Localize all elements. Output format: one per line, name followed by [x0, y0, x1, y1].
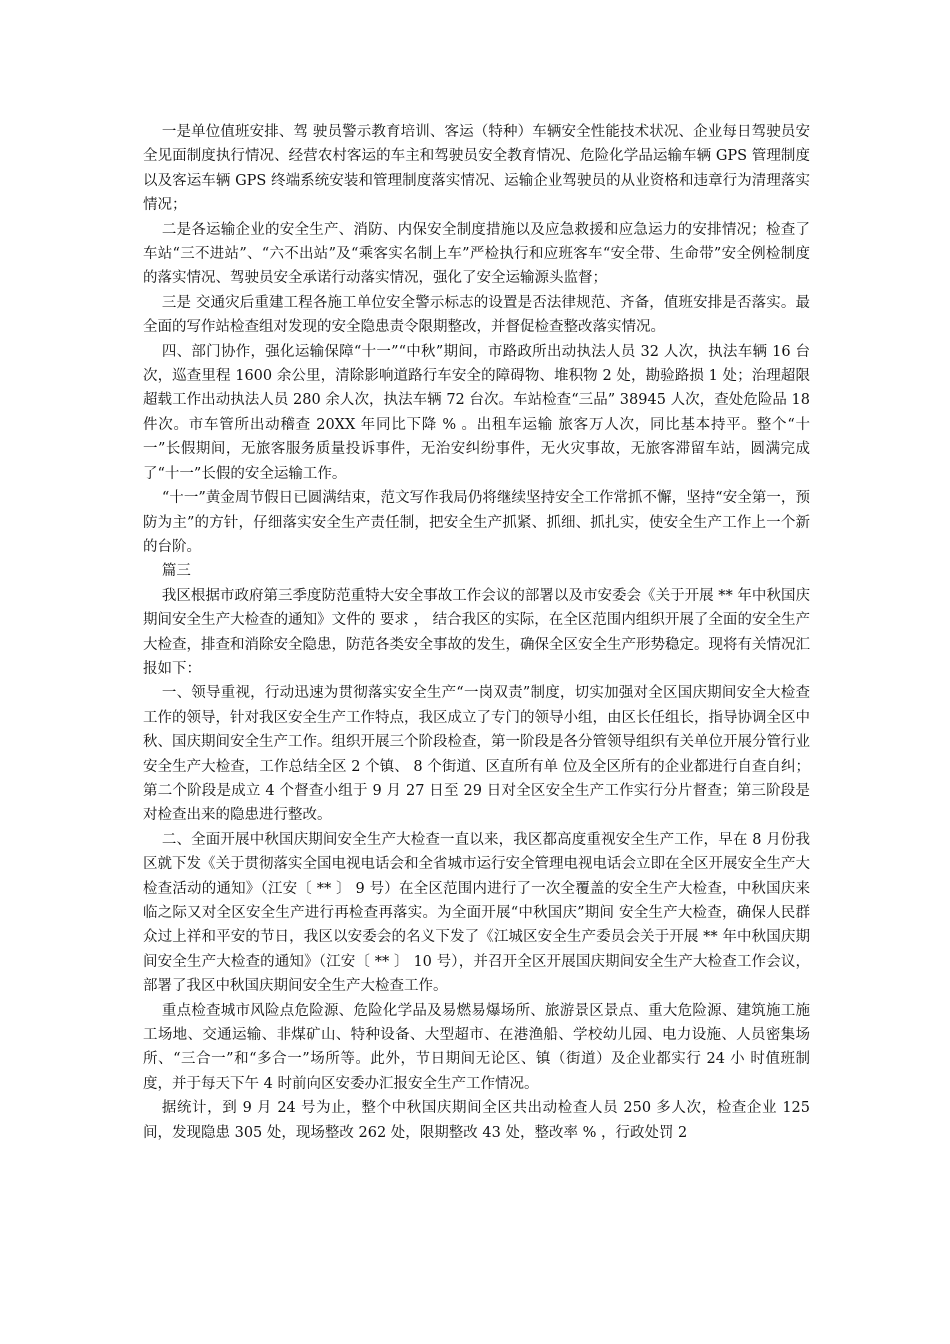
section-heading: 篇三 [161, 563, 191, 580]
paragraph-10: 据统计，到 9 月 24 号为止，整个中秋国庆期间全区共出动检查人员 250 多人次，检查企业 125 间，发现隐患 305 处，现场整改 262 处，限期整改 43 处，整改率 % ，行政处罚 2 [143, 1100, 810, 1141]
paragraph-5: “十一”黄金周节假日已圆满结束，范文写作我局仍将继续坚持安全工作常抓不懈，坚持“安全第一，预防为主”的方针，仔细落实安全生产责任制，把安全生产抓紧、抓细、抓扎实，使安全生产工作上一个新的台阶。 [143, 490, 810, 555]
paragraph-8: 二、全面开展中秋国庆期间安全生产大检查一直以来，我区都高度重视安全生产工作，早在 8 月份我区就下发《关于贯彻落实全国电视电话会和全省城市运行安全管理电视电话会立即在全区开展安全生产大检查活动的通知》（江安〔 ** 〕 9 号）在全区范围内进行了一次全覆盖的安全生产大检查，中秋国庆来临之际又对全区安全生产进行再检查再落实。为全面开展“中秋国庆”期间 安全生产大检查，确保人民群众过上祥和平安的节日，我区以安委会的名义下发了《江城区安全生产委员会关于开展 ** 年中秋国庆期间安全生产大检查的通知》（江安〔 ** 〕 10 号），并召开全区开展国庆期间安全生产大检查工作会议，部署了我区中秋国庆期间安全生产大检查工作。 [143, 831, 810, 995]
paragraph-6: 我区根据市政府第三季度防范重特大安全事故工作会议的部署以及市安委会《关于开展 ** 年中秋国庆期间安全生产大检查的通知》文件的 要求 ， 结合我区的实际，在全区范围内组织开展了全面的安全生产大检查，排查和消除安全隐患，防范各类安全事故的发生，确保全区安全生产形势稳定。现将有关情况汇报如下： [143, 587, 810, 677]
paragraph-2: 二是各运输企业的安全生产、消防、内保安全制度措施以及应急救援和应急运力的安排情况；检查了车站“三不进站”、“六不出站”及“乘客实名制上车”严检执行和应班客车“安全带、生命带”安全例检制度的落实情况、驾驶员安全承诺行动落实情况，强化了安全运输源头监督； [143, 221, 810, 287]
paragraph-9: 重点检查城市风险点危险源、危险化学品及易燃易爆场所、旅游景区景点、重大危险源、建筑施工施工场地、交通运输、非煤矿山、特种设备、大型超市、在港渔船、学校幼儿园、电力设施、人员密集场所、“三合一”和“多合一”场所等。此外，节日期间无论区、镇（街道）及企业都实行 24 小 时值班制度，并于每天下午 4 时前向区安委办汇报安全生产工作情况。 [143, 1002, 810, 1092]
paragraph-4: 四、部门协作，强化运输保障“十一”“中秋”期间，市路政所出动执法人员 32 人次，执法车辆 16 台次，巡查里程 1600 余公里，清除影响道路行车安全的障碍物、堆积物 2 处，勘验路损 1 处；治理超限超载工作出动执法人员 280 余人次，执法车辆 72 台次。车站检查“三品” 38945 人次，查处危险品 18 件次。市车管所出动稽查 20XX 年同比下降 % 。出租车运输 旅客万人次，同比基本持平。整个“十一”长假期间，无旅客服务质量投诉事件，无治安纠纷事件，无火灾事故，无旅客滞留车站，圆满完成了“十一”长假的安全运输工作。 [143, 343, 810, 482]
paragraph-3: 三是 交通灾后重建工程各施工单位安全警示标志的设置是否法律规范、齐备，值班安排是否落实。最全面的写作站检查组对发现的安全隐患责令限期整改，并督促检查整改落实情况。 [143, 294, 810, 336]
paragraph-7: 一、领导重视，行动迅速为贯彻落实安全生产“一岗双责”制度，切实加强对全区国庆期间安全大检查工作的领导，针对我区安全生产工作特点，我区成立了专门的领导小组，由区长任组长，指导协调全区中秋、国庆期间安全生产工作。组织开展三个阶段检查，第一阶段是各分管领导组织有关单位开展分管行业安全生产大检查，工作总结全区 2 个镇、 8 个街道、区直所有单 位及全区所有的企业都进行自查自纠；第二个阶段是成立 4 个督查小组于 9 月 27 日至 29 日对全区安全生产工作实行分片督查；第三阶段是对检查出来的隐患进行整改。 [143, 685, 810, 824]
paragraph-1: 一是单位值班安排、驾 驶员警示教育培训、客运（特种）车辆安全性能技术状况、企业每日驾驶员安全见面制度执行情况、经营农村客运的车主和驾驶员安全教育情况、危险化学品运输车辆 GPS 管理制度以及客运车辆 GPS 终端系统安装和管理制度落实情况、运输企业驾驶员的从业资格和违章行为清理落实情况； [143, 124, 810, 214]
document-body [143, 120, 810, 1145]
